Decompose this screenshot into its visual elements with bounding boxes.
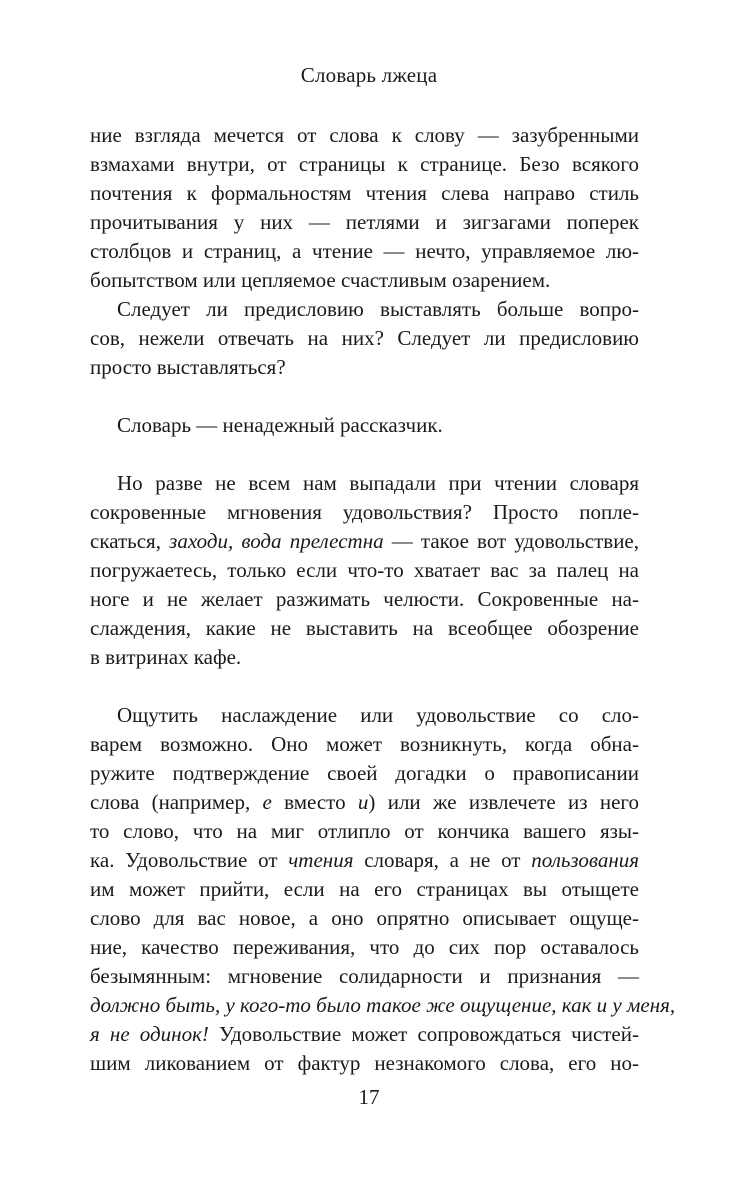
text-segment: почтения к формальностям чтения слева направо стиль xyxy=(90,181,639,205)
text-segment: им может прийти, если на его страницах вы отыщете xyxy=(90,877,639,901)
italic-text: должно быть, у кого-то было такое же ощущение, как и у меня, xyxy=(90,993,676,1017)
text-segment: в витринах кафе. xyxy=(90,645,242,669)
text-line xyxy=(90,845,639,875)
text-line xyxy=(90,323,639,353)
text-line xyxy=(90,729,639,759)
italic-text: е xyxy=(262,790,272,814)
text-line xyxy=(90,236,639,266)
text-line xyxy=(90,497,639,527)
text-line xyxy=(117,294,639,324)
text-line xyxy=(117,410,639,440)
text-line xyxy=(90,265,639,295)
italic-text: я не одинок! xyxy=(90,1022,209,1046)
text-line xyxy=(90,932,639,962)
text-segment: то слово, что на миг отлипло от кончика вашего язы- xyxy=(90,819,639,843)
text-segment: словаря, а не от xyxy=(353,848,532,872)
text-segment: сов, нежели отвечать на них? Следует ли предисловию xyxy=(90,326,639,350)
text-line xyxy=(90,1048,639,1078)
text-line xyxy=(90,961,639,991)
text-segment: — такое вот удовольствие, xyxy=(383,529,639,553)
italic-text: пользования xyxy=(531,848,639,872)
text-segment: взмахами внутри, от страницы к странице. Безо всякого xyxy=(90,152,639,176)
text-line xyxy=(90,178,639,208)
text-segment: вместо xyxy=(271,790,358,814)
text-segment: столбцов и страниц, а чтение — нечто, управляемое лю- xyxy=(90,239,639,263)
text-segment: погружаетесь, только если что-то хватает вас за палец на xyxy=(90,558,639,582)
text-segment: сокровенные мгновения удовольствия? Просто попле- xyxy=(90,500,639,524)
text-line xyxy=(90,642,639,672)
text-line xyxy=(117,700,639,730)
page-number: 17 xyxy=(358,1085,380,1109)
text-line xyxy=(90,207,639,237)
text-segment: безымянным: мгновение солидарности и признания — xyxy=(90,964,639,988)
text-line xyxy=(117,468,639,498)
text-segment: варем возможно. Оно может возникнуть, когда обна- xyxy=(90,732,639,756)
text-segment: бопытством или цепляемое счастливым озарением. xyxy=(90,268,551,292)
running-head: Словарь лжеца xyxy=(300,63,438,87)
text-segment: ние, качество переживания, что до сих пор оставалось xyxy=(90,935,639,959)
text-line xyxy=(90,758,639,788)
text-line xyxy=(90,1019,639,1049)
text-line xyxy=(90,149,639,179)
text-segment: Удовольствие может сопровождаться чистей- xyxy=(208,1022,639,1046)
text-line xyxy=(90,613,639,643)
text-segment: ние взгляда мечется от слова к слову — зазубренными xyxy=(90,123,639,147)
italic-text: заходи, вода прелестна xyxy=(169,529,384,553)
text-segment: Но разве не всем нам выпадали при чтении словаря xyxy=(117,471,639,495)
text-segment: слова (например, xyxy=(90,790,263,814)
italic-text: и xyxy=(357,790,369,814)
text-segment: ) или же извлечете из него xyxy=(368,790,639,814)
text-segment: шим ликованием от фактур незнакомого слова, его но- xyxy=(90,1051,639,1075)
text-line xyxy=(90,990,676,1020)
text-segment: просто выставляться? xyxy=(90,355,286,379)
text-line xyxy=(90,816,639,846)
italic-text: чтения xyxy=(288,848,354,872)
text-segment: слаждения, какие не выставить на всеобщее обозрение xyxy=(90,616,639,640)
text-line xyxy=(90,874,639,904)
text-line xyxy=(90,584,639,614)
text-segment: прочитывания у них — петлями и зигзагами поперек xyxy=(90,210,639,234)
text-segment: ноге и не желает разжимать челюсти. Сокровенные на- xyxy=(90,587,639,611)
text-line xyxy=(90,787,639,817)
text-line xyxy=(90,555,639,585)
text-segment: Словарь — ненадежный рассказчик. xyxy=(117,413,443,437)
text-segment: Ощутить наслаждение или удовольствие со сло- xyxy=(117,703,639,727)
text-line xyxy=(90,526,639,556)
text-line xyxy=(90,352,639,382)
text-segment: ружите подтверждение своей догадки о правописании xyxy=(90,761,639,785)
text-segment: Следует ли предисловию выставлять больше вопро- xyxy=(117,297,639,321)
text-line xyxy=(90,903,639,933)
text-segment: ка. Удовольствие от xyxy=(90,848,289,872)
text-line xyxy=(90,120,639,150)
text-segment: скаться, xyxy=(90,529,170,553)
text-segment: слово для вас новое, а оно опрятно описывает ощуще- xyxy=(90,906,639,930)
